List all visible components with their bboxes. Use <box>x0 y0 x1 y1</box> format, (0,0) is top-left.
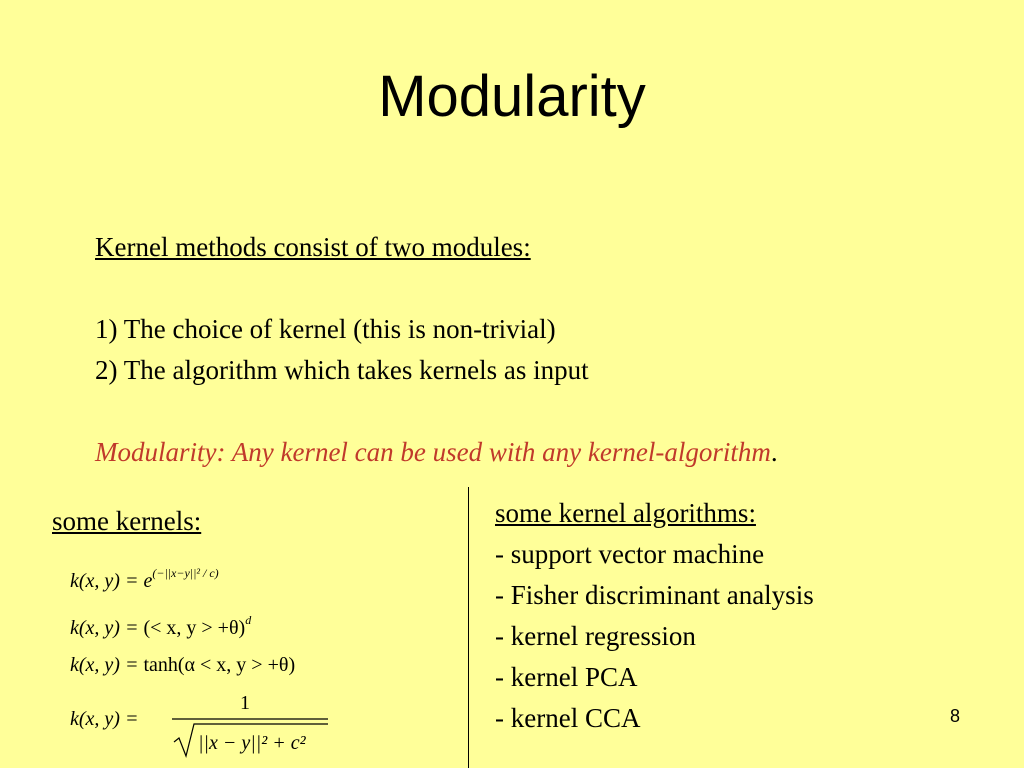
module-item-1: 1) The choice of kernel (this is non-trivial) <box>95 314 556 344</box>
rbf-exponent: (−||x−y||² / c) <box>152 566 219 580</box>
formula-lhs: k(x, y) = <box>70 708 139 730</box>
formula-lhs: k(x, y) = <box>70 570 139 592</box>
column-divider <box>468 487 469 768</box>
kernels-heading: some kernels: <box>52 506 202 536</box>
algorithm-item: - kernel PCA <box>495 662 638 692</box>
polynomial-rhs: (< x, y > +θ) <box>143 617 246 639</box>
inverse-numerator: 1 <box>240 692 250 714</box>
algorithm-item: - kernel CCA <box>495 703 641 733</box>
intro-block <box>95 227 778 473</box>
polynomial-exponent: d <box>245 613 252 627</box>
intro-heading: Kernel methods consist of two modules: <box>95 232 531 262</box>
inverse-denominator: ||x − y||² + c² <box>198 732 306 754</box>
modularity-statement: Modularity: Any kernel can be used with any kernel-algorithm <box>95 437 771 467</box>
algorithms-heading: some kernel algorithms: <box>495 498 756 528</box>
module-item-2: 2) The algorithm which takes kernels as input <box>95 355 589 385</box>
rbf-kernel-formula: k(x, $y) = e^{(-||x-y||^2 / c)}$ <box>70 566 219 592</box>
algorithm-item: - support vector machine <box>495 539 765 569</box>
formula-lhs: k(x, y) = <box>70 617 139 639</box>
modularity-period: . <box>770 437 778 467</box>
formula-lhs: k(x, y) = <box>70 654 139 676</box>
polynomial-kernel-formula <box>70 613 251 640</box>
slide-title: Modularity <box>378 64 646 129</box>
algorithm-item: - kernel regression <box>495 621 696 651</box>
page-number: 8 <box>950 706 961 726</box>
sigmoid-kernel-formula <box>70 654 295 677</box>
algorithm-item: - Fisher discriminant analysis <box>495 580 814 610</box>
algorithms-block <box>495 493 814 739</box>
sigmoid-rhs: tanh(α < x, y > +θ) <box>143 654 296 676</box>
